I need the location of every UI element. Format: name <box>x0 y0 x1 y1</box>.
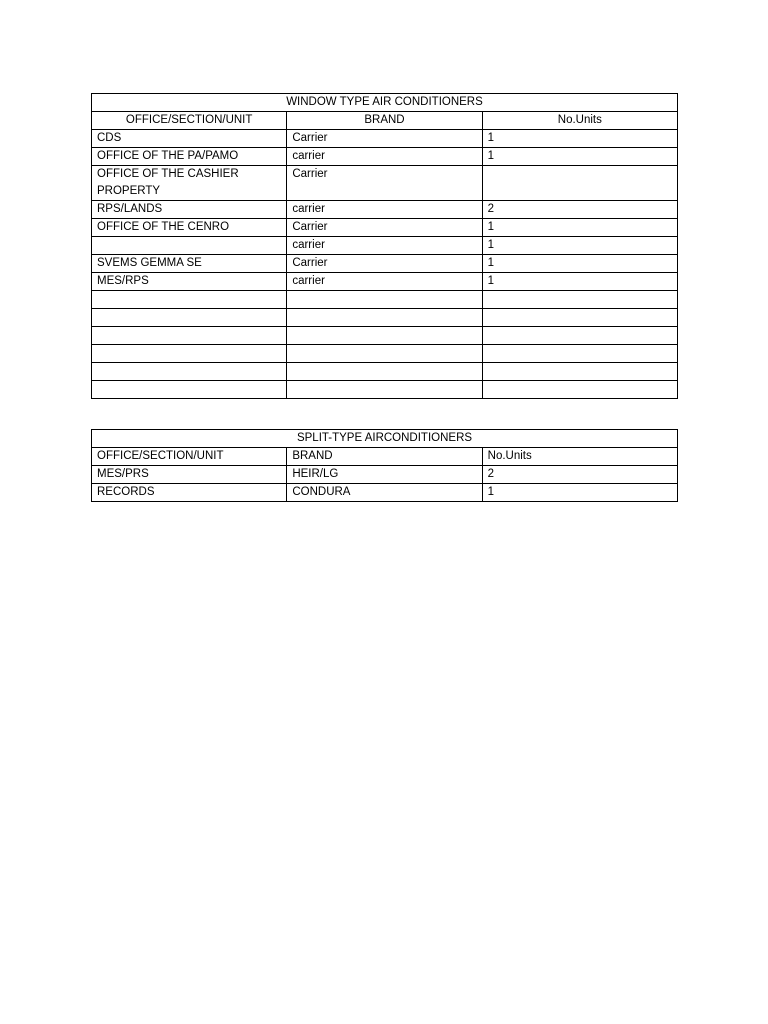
units-cell: 1 <box>482 148 677 166</box>
table-row <box>92 466 678 484</box>
office-cell: RECORDS <box>92 484 287 502</box>
brand-cell: carrier <box>287 237 482 255</box>
split-type-aircon-table <box>91 429 678 502</box>
units-cell <box>482 381 677 399</box>
brand-cell <box>287 381 482 399</box>
table-title-row <box>92 94 678 112</box>
office-cell: OFFICE OF THE PA/PAMO <box>92 148 287 166</box>
table-row <box>92 166 678 201</box>
table-row <box>92 484 678 502</box>
units-cell <box>482 291 677 309</box>
office-cell: SVEMS GEMMA SE <box>92 255 287 273</box>
office-cell <box>92 309 287 327</box>
table-row <box>92 148 678 166</box>
brand-cell: CONDURA <box>287 484 482 502</box>
table-row <box>92 237 678 255</box>
table-row <box>92 291 678 309</box>
table-row <box>92 130 678 148</box>
office-cell: MES/RPS <box>92 273 287 291</box>
units-cell: 2 <box>482 466 677 484</box>
table-header-row <box>92 448 678 466</box>
units-cell: 1 <box>482 130 677 148</box>
table-row <box>92 327 678 345</box>
brand-cell: carrier <box>287 201 482 219</box>
units-cell <box>482 363 677 381</box>
units-cell: 1 <box>482 273 677 291</box>
office-cell <box>92 381 287 399</box>
units-cell <box>482 345 677 363</box>
header-office: OFFICE/SECTION/UNIT <box>92 112 287 130</box>
units-cell: 1 <box>482 237 677 255</box>
brand-cell: carrier <box>287 148 482 166</box>
office-cell <box>92 291 287 309</box>
units-cell <box>482 327 677 345</box>
table-title-row <box>92 430 678 448</box>
header-units: No.Units <box>482 448 677 466</box>
header-brand: BRAND <box>287 112 482 130</box>
brand-cell: Carrier <box>287 166 482 201</box>
brand-cell: Carrier <box>287 219 482 237</box>
brand-cell <box>287 309 482 327</box>
office-cell <box>92 345 287 363</box>
office-cell: CDS <box>92 130 287 148</box>
brand-cell <box>287 345 482 363</box>
table-title: SPLIT-TYPE AIRCONDITIONERS <box>92 430 678 448</box>
table-row <box>92 255 678 273</box>
office-cell: OFFICE OF THE CASHIER PROPERTY <box>92 166 287 201</box>
brand-cell <box>287 291 482 309</box>
header-brand: BRAND <box>287 448 482 466</box>
units-cell <box>482 309 677 327</box>
office-cell <box>92 237 287 255</box>
units-cell: 1 <box>482 484 677 502</box>
brand-cell <box>287 363 482 381</box>
table-row <box>92 381 678 399</box>
brand-cell: carrier <box>287 273 482 291</box>
brand-cell: Carrier <box>287 130 482 148</box>
table-row <box>92 345 678 363</box>
office-cell: MES/PRS <box>92 466 287 484</box>
table-header-row <box>92 112 678 130</box>
units-cell <box>482 166 677 201</box>
units-cell: 1 <box>482 219 677 237</box>
header-units: No.Units <box>482 112 677 130</box>
table-row <box>92 309 678 327</box>
office-cell <box>92 327 287 345</box>
brand-cell <box>287 327 482 345</box>
table-row <box>92 273 678 291</box>
office-cell <box>92 363 287 381</box>
brand-cell: HEIR/LG <box>287 466 482 484</box>
table-row <box>92 219 678 237</box>
table-row <box>92 201 678 219</box>
table-row <box>92 363 678 381</box>
brand-cell: Carrier <box>287 255 482 273</box>
table-title: WINDOW TYPE AIR CONDITIONERS <box>92 94 678 112</box>
window-type-aircon-table <box>91 93 678 399</box>
units-cell: 2 <box>482 201 677 219</box>
units-cell: 1 <box>482 255 677 273</box>
office-cell: OFFICE OF THE CENRO <box>92 219 287 237</box>
header-office: OFFICE/SECTION/UNIT <box>92 448 287 466</box>
office-cell: RPS/LANDS <box>92 201 287 219</box>
